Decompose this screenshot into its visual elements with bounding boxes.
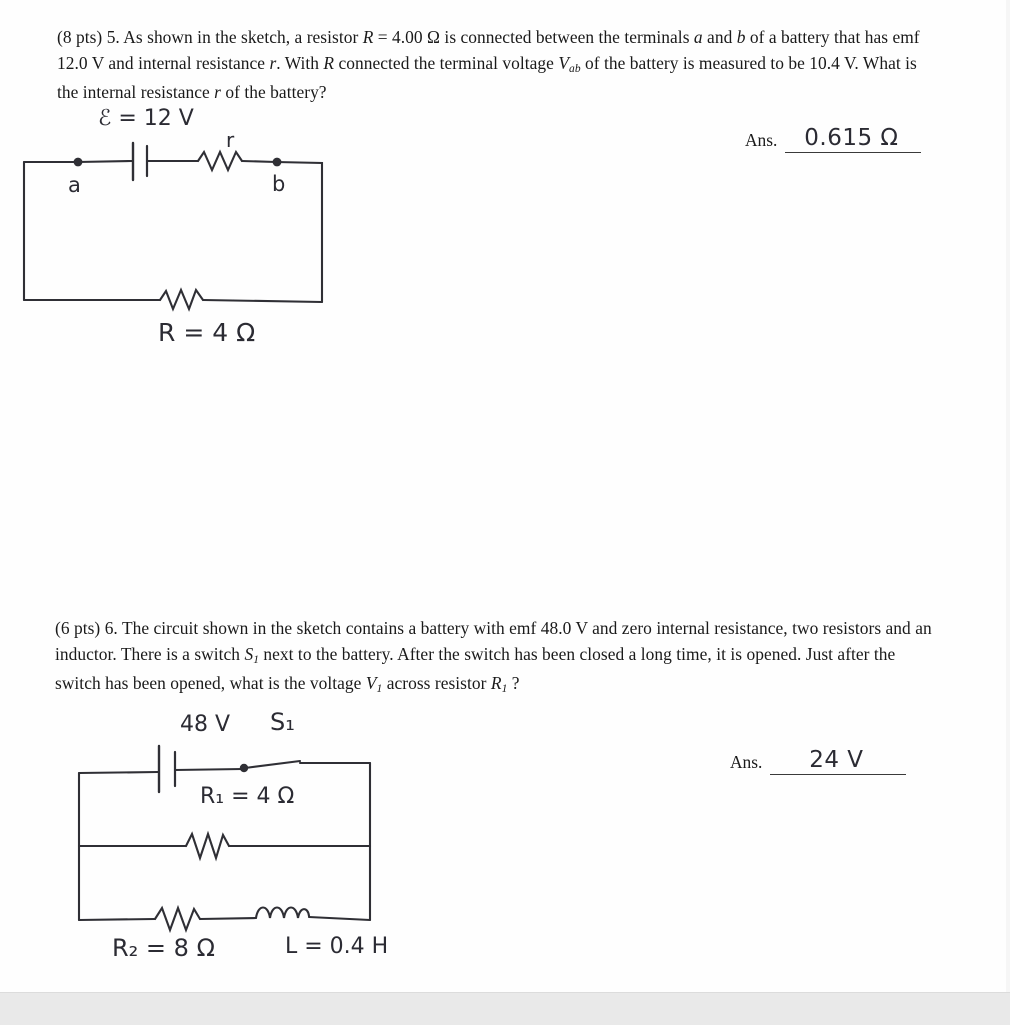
label-internal-resistance-r: r bbox=[226, 128, 235, 152]
label-terminal-a: a bbox=[68, 173, 81, 197]
problem-6-var-V: V bbox=[365, 673, 377, 694]
page-right-edge bbox=[1006, 0, 1010, 992]
problem-6-run-6: across resistor bbox=[382, 673, 491, 694]
problem-6-circuit-sketch bbox=[0, 708, 560, 982]
label-resistor-R2: R₂ = 8 Ω bbox=[112, 934, 215, 962]
problem-5-points: (8 pts) bbox=[57, 27, 103, 47]
problem-6-var-S: S bbox=[244, 644, 254, 665]
problem-5-var-r2: r bbox=[214, 82, 221, 103]
problem-6-var-V-sub: 1 bbox=[376, 683, 383, 696]
terminal-b-dot bbox=[273, 158, 282, 167]
label-resistor-R-5: R = 4 Ω bbox=[158, 318, 256, 347]
problem-6-var-R: R bbox=[490, 673, 502, 694]
problem-6-points: (6 pts) bbox=[55, 618, 101, 638]
problem-6-answer bbox=[730, 747, 906, 775]
problem-5-run-8: . With bbox=[276, 53, 324, 74]
problem-5-number: 5. bbox=[106, 27, 120, 47]
problem-5-answer bbox=[745, 125, 921, 153]
problem-5-run-4: and bbox=[702, 27, 737, 47]
problem-5-var-R2: R bbox=[323, 53, 335, 74]
page-bottom-strip bbox=[0, 992, 1010, 1025]
label-terminal-b: b bbox=[272, 172, 286, 196]
label-inductor-L: L = 0.4 H bbox=[285, 934, 389, 959]
problem-6-statement bbox=[55, 615, 945, 699]
problem-6-var-R-sub: 1 bbox=[501, 683, 508, 696]
answer-value-6: 24 V bbox=[770, 747, 906, 775]
problem-5-var-b: b bbox=[736, 27, 746, 47]
problem-6-run-3: next to the battery. After the switch has been closed a long time, it is opened. Just after the switch has been opened, what is the voltage bbox=[55, 644, 896, 694]
problem-5-run-0: As shown in the sketch, a resistor bbox=[123, 27, 363, 47]
problem-5-var-a: a bbox=[693, 27, 703, 47]
label-emf-6: 48 V bbox=[180, 712, 231, 737]
problem-5-run-2: = 4.00 Ω is connected between the terminals bbox=[373, 27, 694, 47]
problem-6-run-0: The circuit shown in the sketch contains a battery with emf 48.0 V and zero internal resistance, two resistors and an inductor. There is a switch bbox=[55, 618, 932, 665]
problem-6-run-9: ? bbox=[507, 673, 520, 694]
circuit-5-svg bbox=[0, 110, 520, 360]
answer-label-5: Ans. bbox=[745, 130, 778, 150]
label-emf-5: ℰ = 12 V bbox=[98, 106, 194, 131]
problem-5-run-6: of a battery that has emf 12.0 V and internal resistance bbox=[57, 27, 920, 74]
problem-5-var-V-sub: ab bbox=[569, 63, 581, 76]
terminal-a-dot bbox=[74, 158, 83, 167]
problem-5-run-15: of the battery? bbox=[221, 82, 327, 103]
problem-5-circuit-sketch bbox=[0, 106, 520, 360]
problem-5-var-V: V bbox=[558, 53, 570, 74]
answer-label-6: Ans. bbox=[730, 752, 763, 772]
label-resistor-R1: R₁ = 4 Ω bbox=[200, 784, 295, 809]
problem-5-run-10: connected the terminal voltage bbox=[334, 53, 559, 74]
answer-value-5: 0.615 Ω bbox=[785, 125, 921, 153]
problem-5-run-13: of the battery is measured to be 10.4 V. What is the internal resistance bbox=[57, 53, 917, 103]
switch-pivot-dot bbox=[240, 764, 248, 772]
problem-5-var-r: r bbox=[269, 53, 277, 74]
problem-5-var-R: R bbox=[362, 27, 374, 47]
problem-6-number: 6. bbox=[104, 618, 118, 638]
problem-6-var-S-sub: 1 bbox=[253, 654, 259, 667]
label-switch-S1: S₁ bbox=[270, 708, 295, 736]
circuit-6-svg bbox=[0, 722, 560, 982]
problem-5-statement bbox=[57, 24, 942, 106]
